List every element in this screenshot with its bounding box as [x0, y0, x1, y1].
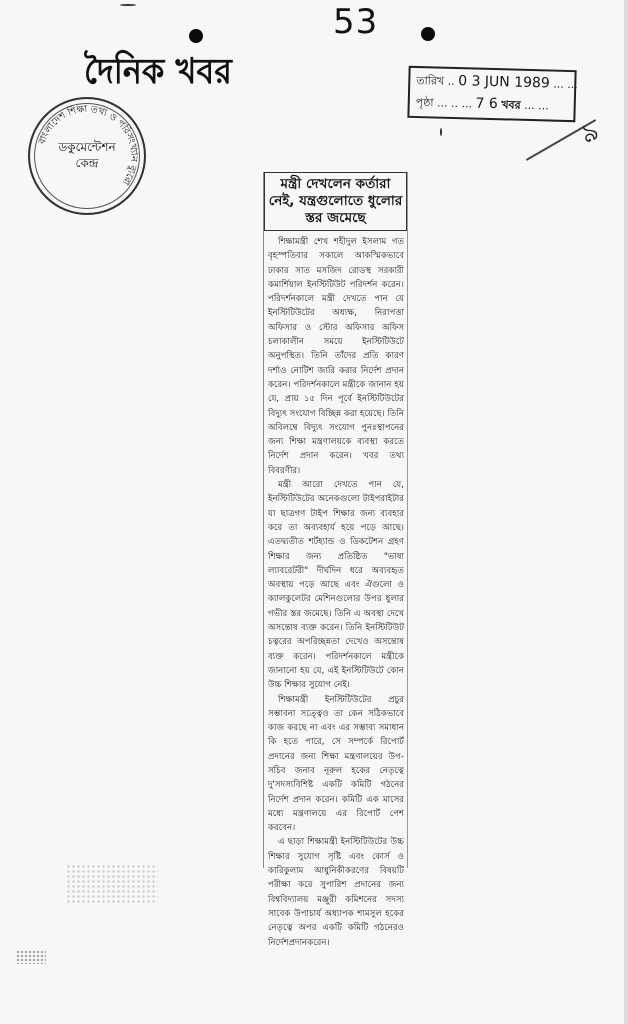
stamp-center-line1: ডকুমেন্টেশন — [58, 140, 116, 154]
punch-hole — [421, 27, 435, 41]
article-body — [264, 235, 407, 950]
date-stamp-box: তারিখ .. 0 3 JUN 1989 ... ... পৃষ্ঠা ... .. ... 7 6 খবর ... ... — [407, 66, 576, 122]
article-paragraph: এ ছাড়া শিক্ষামন্ত্রী ইনস্টিটিউটের উচ্চ শিক্ষার সুযোগ সৃষ্টি এবং কোর্স ও কারিকুলাম আধুনিকীকরণের বিষয়টি পরীক্ষা করে সুপারিশ প্রদানের জন্য বিশ্ববিদ্যালয় মঞ্জুরী কমিশনের সদস্য সাবেক উপাচার্য অধ্যাপক শামসুল হকের নেতৃত্বে অপর একটি কমিটি গঠনেরও নির্দেশপ্রদানকরেন। — [268, 837, 404, 948]
punch-hole — [189, 29, 203, 43]
article-paragraph: মন্ত্রী আরো দেখতে পান যে, ইনস্টিটিউটের অনেকগুলো টাইপরাইটার যা ছাত্রগণ টাইপ শিক্ষার জন্য ব্যবহার করে তা অব্যবহার্য হয়ে পড়ে আছে। এতদ্ব্যতীত শর্টহ্যান্ড ও ডিকটেশন গ্রহণ শিক্ষার জন্য প্রতিষ্ঠিত "ভাষা ল্যাবরেটরী" দীর্ঘদিন ধরে অব্যবহৃত অবস্থায় পড়ে আছে এবং ঐগুলো ও ক্যালকুলেটর মেশিনগুলোর উপর ধুলার গভীর স্তর জমেছে। তিনি এ অবস্থা দেখে অসন্তোষ ব্যক্ত করেন। তিনি ইনস্টিটিউট চত্বরের অপরিচ্ছন্নতা দেখেও অসন্তোষ ব্যক্ত করেন। পরিদর্শনকালে মন্ত্রীকে জানানো হয় যে, এই ইনস্টিটিউটে কোন উচ্চ শিক্ষার সুযোগ নেই। — [268, 480, 404, 691]
date-value: 0 3 JUN 1989 — [457, 73, 551, 92]
svg-text:বাংলাদেশ শিক্ষা তথ্য ও পরিসংখ্: বাংলাদেশ শিক্ষা তথ্য ও পরিসংখ্যান ব্যুরো — [36, 103, 140, 187]
page-edge — [624, 0, 628, 1024]
article-headline: মন্ত্রী দেখলেন কর্তারা নেই, যন্ত্রগুলোতে ধুলোর স্তর জমেছে — [264, 172, 407, 231]
stamp-center-line2: কেন্দ্র — [75, 156, 99, 170]
news-clipping — [263, 172, 408, 948]
date-label: তারিখ — [416, 74, 445, 88]
stamp-center — [30, 139, 144, 171]
article-paragraph: শিক্ষামন্ত্রী শেখ শহীদুল ইসলাম গত বৃহস্পতিবার সকালে আকস্মিকভাবে ঢাকার সাত মসজিদ রোডস্থ সরকারী কমার্শিয়াল ইনস্টিটিউট পরিদর্শন করেন। পরিদর্শনকালে মন্ত্রী দেখতে পান যে ইনস্টিটিউটের অধ্যক্ষ, নিরাপত্তা অফিসার ও স্টোর অফিসার অফিস চলাকালীন সময়ে ইনস্টিটিউটে অনুপস্থিত। তিনি তাঁদের প্রতি কারণ দর্শাও নোটিশ জারি করার নির্দেশ প্রদান করেন। পরিদর্শনকালে মন্ত্রীকে জানান হয় যে, প্রায় ১৫ দিন পূর্বে ইনস্টিটিউটের বিদ্যুৎ সংযোগ বিচ্ছিন্ন করা হয়েছে। তিনি অবিলম্বে বিদ্যুৎ সংযোগ পুনঃস্থাপনের জন্য শিক্ষা মন্ত্রণালয়কে ব্যবস্থা করতে নির্দেশ প্রদান করেন। খবর তথ্য বিবরণীর। — [268, 237, 404, 476]
corner-handwritten-mark: ৯ — [577, 116, 604, 151]
paper-name: খবর — [501, 98, 521, 112]
scan-speck — [440, 128, 442, 136]
library-stamp — [28, 97, 146, 215]
page-value: 7 6 — [475, 95, 499, 113]
page-label: পৃষ্ঠা — [415, 96, 434, 110]
scan-speck — [120, 4, 136, 6]
scan-noise — [66, 864, 158, 904]
scan-noise — [16, 950, 46, 964]
newspaper-masthead: দৈনিক খবর — [84, 49, 232, 92]
article-paragraph: শিক্ষামন্ত্রী ইনস্টিটিউটের প্রচুর সম্ভাবনা সত্ত্বেও তা কেন সঠিকভাবে কাজ করছে না এবং এর সম্ভাব্য সমাধান কি হতে পারে, সে সম্পর্কে রিপোর্ট প্রদানের জন্য শিক্ষা মন্ত্রণালয়ের উপ-সচিব জনাব নূরুল হকের নেতৃত্বে দু'সদস্যবিশিষ্ট একটি কমিটি গঠনের নির্দেশ প্রদান করেন। কমিটি এক মাসের মধ্যে মন্ত্রণালয়ে এর রিপোর্ট পেশ করবেন। — [268, 694, 404, 834]
page-number: 53 — [333, 2, 379, 42]
